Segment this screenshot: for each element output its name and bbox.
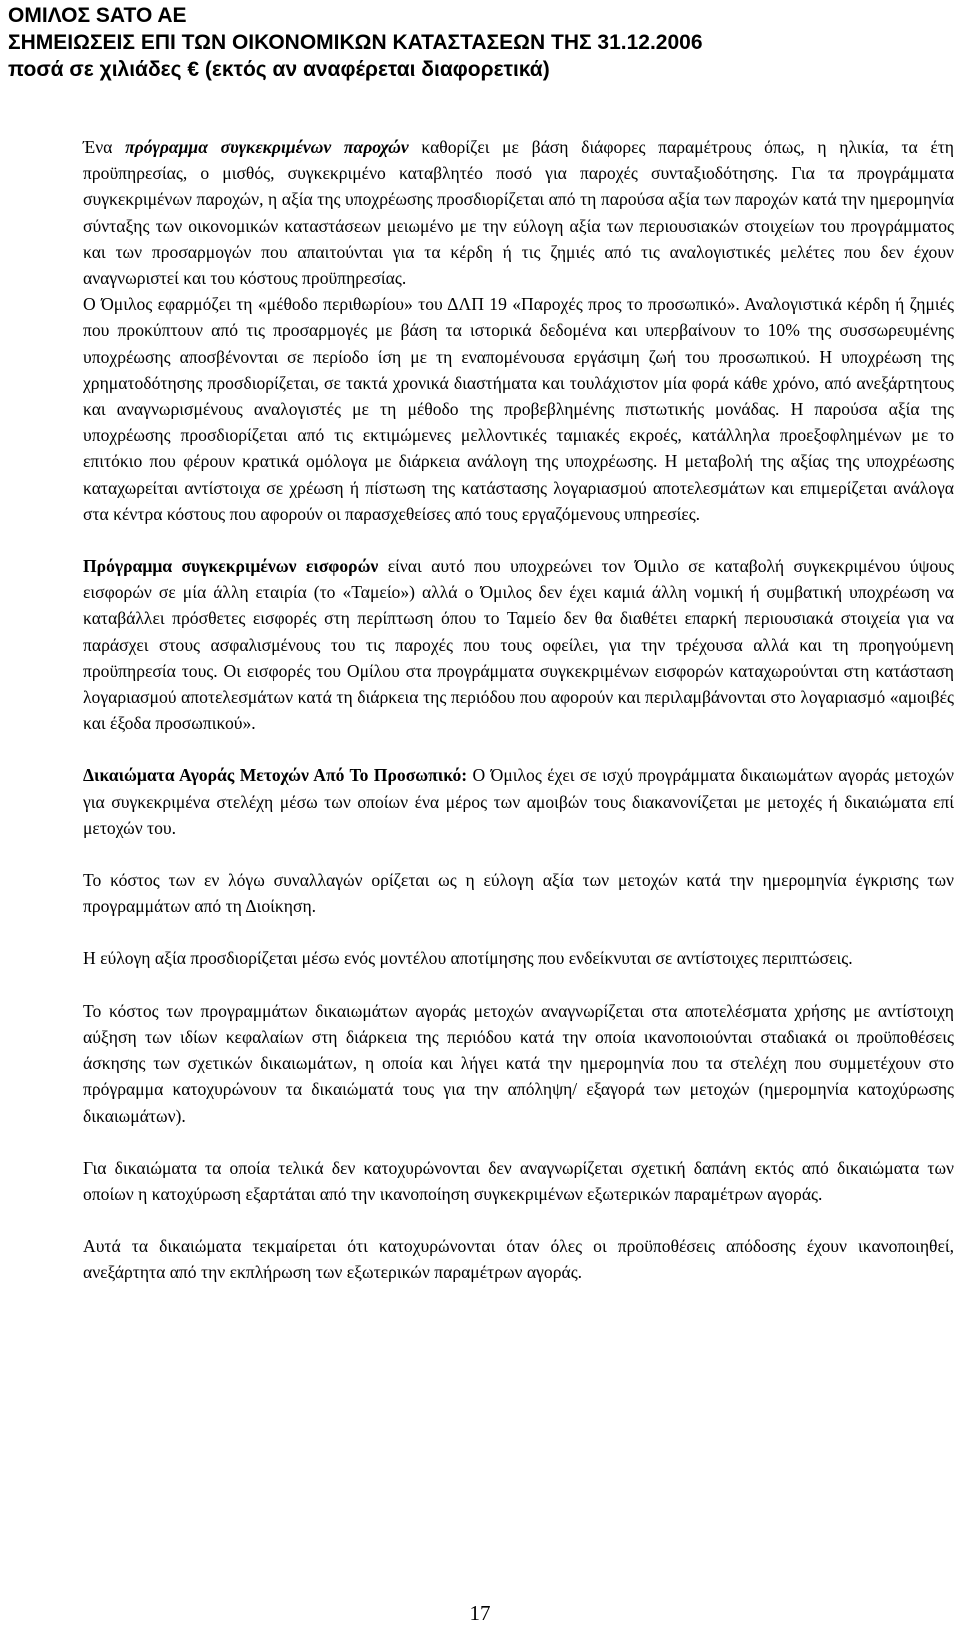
amounts-note: ποσά σε χιλιάδες € (εκτός αν αναφέρεται διαφορετικά) bbox=[8, 58, 550, 81]
paragraph-fair-value: Η εύλογη αξία προσδιορίζεται μέσω ενός μοντέλου αποτίμησης που ενδείκνυται σε αντίστοιχες περιπτώσεις. bbox=[83, 948, 853, 969]
paragraph-non-vesting: Για δικαιώματα τα οποία τελικά δεν κατοχυρώνονται δεν αναγνωρίζεται σχετική δαπάνη εκτός από δικαιώματα των οποίων η κατοχύρωση εξαρτάται από την ικανοποίηση συγκεκριμένων εξωτερικών παραμέτρων αγοράς. bbox=[83, 1157, 954, 1204]
paragraph-text: καθορίζει με βάση διάφορες παραμέτρους όπως, η ηλικία, τα έτη προϋπηρεσίας, ο μισθός, συγκεκριμένο καταβλητέο ποσό για παροχές συνταξιοδότησης. Για τα προγράμματα συγκεκριμένων παροχών, η αξία της υποχρέωσης προσδιορίζεται από τη παρούσα αξία των παροχών κατά την ημερομηνία σύνταξης των οικονομικών καταστάσεων μειωμένο με την εύλογη αξία των περιουσιακών στοιχείων του προγράμματος και των προσαρμογών που απαιτούνται για τα κέρδη ή τις ζημιές από τις αναλογιστικές μελέτες που δεν έχουν αναγνωριστεί και του κόστους προϋπηρεσίας. bbox=[83, 137, 955, 289]
page-number: 17 bbox=[469, 1601, 491, 1625]
document-body bbox=[83, 134, 954, 1312]
term-defined-contribution: Πρόγραμμα συγκεκριμένων εισφορών bbox=[83, 556, 379, 577]
paragraph-defined-contribution bbox=[83, 553, 954, 736]
company-name: ΟΜΙΛΟΣ SATO AE bbox=[8, 4, 187, 27]
document-header bbox=[8, 2, 948, 83]
term-share-options: Δικαιώματα Αγοράς Μετοχών Από Το Προσωπικό: bbox=[83, 765, 468, 786]
term-defined-benefit: πρόγραμμα συγκεκριμένων παροχών bbox=[125, 137, 409, 157]
paragraph-text: είναι αυτό που υποχρεώνει τον Όμιλο σε καταβολή συγκεκριμένου ύψους εισφορών σε μία άλλη εταιρία (το «Ταμείο») αλλά ο Όμιλος δεν έχει καμιά άλλη νομική ή συμβατική υποχρέωση να καταβάλλει πρόσθετες εισφορές στη περίπτωση όπου το Ταμείο δεν θα διαθέτει επαρκή περιουσιακά στοιχεία για να παράσχει στους ασφαλισμένους του τις παροχές που τους οφείλει, για την τρέχουσα αλλά και τη προηγούμενη προϋπηρεσία τους. Οι εισφορές του Ομίλου στα προγράμματα συγκεκριμένων εισφορών καταχωρούνται στη κατάσταση λογαριασμού αποτελεσμάτων κατά τη διάρκεια της περιόδου που αφορούν και περιλαμβάνονται στο λογαριασμό «αμοιβές και έξοδα προσωπικού». bbox=[83, 556, 954, 734]
paragraph-corridor-method: Ο Όμιλος εφαρμόζει τη «μέθοδο περιθωρίου» του ΔΛΠ 19 «Παροχές προς το προσωπικό». Αναλογιστικά κέρδη ή ζημιές που προκύπτουν από τις προσαρμογές με βάση τα ιστορικά δεδομένα και υπερβαίνουν το 10% της συσσωρευμένης υποχρέωσης αποσβένονται σε περίοδο ίση με τη εναπομένουσα εργάσιμη ζωή του προσωπικού. Η υποχρέωση της χρηματοδότησης προσδιορίζεται, σε τακτά χρονικά διαστήματα και τουλάχιστον μία φορά κάθε χρόνο, από ανεξάρτητους και αναγνωρισμένους αναλογιστές με τη μέθοδο της προβεβλημένης πιστωτικής μονάδας. Η παρούσα αξία της υποχρέωσης προσδιορίζεται από τις εκτιμώμενες μελλοντικές ταμιακές εκροές, κατάλληλα προεξοφλημένων με το επιτόκιο που φέρουν κρατικά ομόλογα με διάρκεια ανάλογη της υποχρέωσης. Η μεταβολή της αξίας της υποχρέωσης καταχωρείται αντίστοιχα σε χρέωση ή πίστωση της κατάστασης λογαριασμού αποτελεσμάτων και επιμερίζεται ανάλογα στα κέντρα κόστους που αφορούν οι παρασχεθείσες από τους εργαζόμενους υπηρεσίες. bbox=[83, 294, 954, 524]
paragraph-recognition: Το κόστος των προγραμμάτων δικαιωμάτων αγοράς μετοχών αναγνωρίζεται στα αποτελέσματα χρήσης με αντίστοιχη αύξηση των ιδίων κεφαλαίων στη διάρκεια της περιόδου κατά την οποία ικανοποιούνται σταδιακά οι προϋποθέσεις άσκησης των σχετικών δικαιωμάτων, η οποία και λήγει κατά την ημερομηνία που τα στελέχη που συμμετέχουν στο πρόγραμμα κατοχυρώνουν τα δικαιώματά τους για την απόληψη/ εξαγορά των μετοχών (ημερομηνία κατοχύρωσης δικαιωμάτων). bbox=[83, 1000, 954, 1126]
paragraph-vesting-conditions: Αυτά τα δικαιώματα τεκμαίρεται ότι κατοχυρώνονται όταν όλες οι προϋποθέσεις απόδοσης έχουν ικανοποιηθεί, ανεξάρτητα από την εκπλήρωση των εξωτερικών παραμέτρων αγοράς. bbox=[83, 1236, 954, 1283]
paragraph-share-options bbox=[83, 762, 954, 841]
paragraph-defined-benefit bbox=[83, 134, 954, 291]
paragraph-lead: Ένα bbox=[83, 137, 126, 157]
paragraph-text: Ο Όμιλος έχει σε ισχύ προγράμματα δικαιωμάτων αγοράς μετοχών για συγκεκριμένα στελέχη μέσω των οποίων ένα μέρος των αμοιβών τους διακανονίζεται με μετοχές ή δικαιώματα επί μετοχών του. bbox=[83, 765, 954, 838]
paragraph-cost: Το κόστος των εν λόγω συναλλαγών ορίζεται ως η εύλογη αξία των μετοχών κατά την ημερομηνία έγκρισης των προγραμμάτων από τη Διοίκηση. bbox=[83, 870, 954, 917]
notes-title: ΣΗΜΕΙΩΣΕΙΣ ΕΠΙ ΤΩΝ ΟΙΚΟΝΟΜΙΚΩΝ ΚΑΤΑΣΤΑΣΕΩΝ ΤΗΣ 31.12.2006 bbox=[8, 31, 703, 54]
